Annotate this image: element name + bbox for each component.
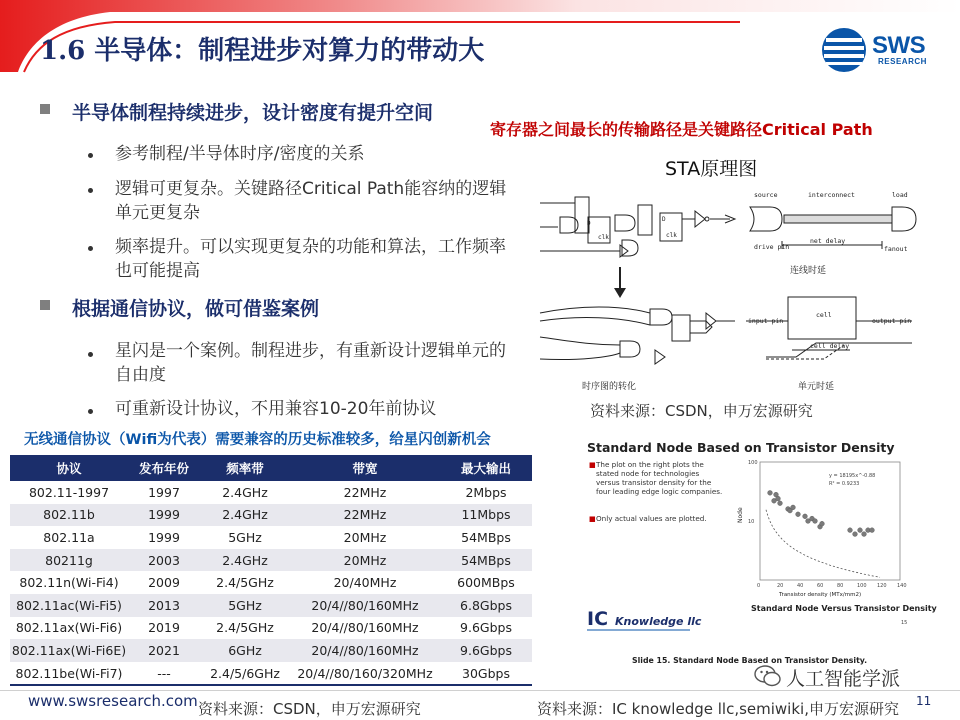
table-cell: 6GHz [200,639,290,662]
page-title: 1.6 半导体：制程进步对算力的带动大 [40,36,485,66]
scatter-point [853,532,858,537]
interconnect-label: interconnect [808,191,855,199]
x-tick-label: 120 [877,583,887,589]
table-cell: 80211g [10,549,128,572]
ic-logo [587,608,608,630]
sws-logo-icon [820,26,868,74]
chart-r2: R² = 0.9233 [829,481,860,487]
table-row [10,504,532,527]
table-row [10,617,532,640]
sta-diagram-svg [520,145,920,393]
unit-delay-caption: 单元时延 [798,382,835,392]
table-cell: 20/4//80/160MHz [311,620,419,636]
table-cell: 802.11ax(Wi-Fi6E) [10,639,128,662]
table-cell: 20/40MHz [333,575,397,591]
table-cell: 20/4//80/160MHz [290,639,440,662]
scatter-point [768,490,773,495]
footer-website-link[interactable]: www.swsresearch.com [28,692,198,710]
critical-path-heading: 寄存器之间最长的传输路径是关键路径Critical Path [490,120,873,139]
table-row [10,481,532,504]
table-cell: 1997 [148,484,180,500]
table-cell: 2003 [128,549,200,572]
table-cell: 2.4GHz [200,504,290,527]
scatter-point [862,532,867,537]
arrow-head-icon [614,288,626,298]
logo-subtext: RESEARCH [878,57,927,66]
x-tick-label: 140 [897,583,907,589]
chart-bullets [589,460,722,523]
x-tick-label: 100 [857,583,867,589]
ff-label-d: D [587,220,591,227]
table-cell: 30Gbps [462,665,510,681]
ic-logo-rest: Knowledge llc [615,615,702,628]
table-cell: 1999 [128,504,200,527]
density-chart-svg [565,425,945,675]
ic-knowledge-slide [565,425,945,675]
ff-label-d2: D [662,216,666,223]
ff-label-clk: clk [598,234,609,241]
table-cell: 20MHz [290,549,440,572]
scatter-point [870,528,875,533]
chart-bullet-line [595,460,722,496]
x-tick-label: 0 [757,583,761,589]
chart-title: Standard Node Based on Transistor Density [587,440,895,455]
table-cell: 2.4GHz [200,549,290,572]
x-tick-label: 60 [817,583,824,589]
trend-line [766,510,880,578]
slide-caption: Slide 15. Standard Node Based on Transistor Density. [632,656,868,665]
output-pin-label: output pin [872,317,912,325]
table-header-row [10,455,532,481]
table-cell: 802.11a [43,529,95,545]
source-note-csdn: 资料来源：CSDN，申万宏源研究 [590,402,813,420]
chart-bullet-text-2: Only actual values are plotted. [596,514,707,523]
table-bottom-rule [10,684,532,686]
table-cell: 5GHz [200,594,290,617]
bullet-text: 参考制程/半导体时序/密度的关系 [115,144,365,164]
footer-source-right: 资料来源：IC knowledge llc,semiwiki,申万宏源研究 [537,700,899,718]
scatter-point [848,528,853,533]
wire-delay-caption: 连线时延 [790,266,827,276]
table-row [10,571,532,594]
table-cell: 802.11b [10,504,128,527]
table-cell: 2Mbps [465,484,507,500]
section-heading-1: 半导体制程持续进步，设计密度有提升空间 [72,102,434,124]
bullet-dot [88,352,93,357]
table-cell: 802.11ax(Wi-Fi6) [15,620,123,636]
x-tick-label: 40 [797,583,804,589]
input-pin-label: input pin [748,317,784,325]
chart-bullet-line: The plot on the right plots the [596,460,704,469]
scatter-point [813,519,818,524]
scatter-point [803,514,808,519]
table-cell: 2.4/5/6GHz [210,665,280,681]
watermark-text: 人工智能学派 [786,668,901,690]
chart-bullet-line: versus transistor density for the [596,478,712,487]
bullet-dot [88,188,93,193]
table-row [10,639,532,662]
table-cell: 1999 [148,529,180,545]
bullet-dot [88,153,93,158]
table-row [10,662,532,685]
table-cell: 20MHz [343,529,387,545]
net-delay-label: net delay [810,237,846,245]
table-row [10,526,532,549]
table-cell: --- [157,665,171,681]
scatter-point [791,505,796,510]
load-label: load [892,191,908,199]
chart-caption: Standard Node Versus Transistor Density [751,604,937,613]
chart-xlabel: Transistor density (MTx/mm2) [779,592,862,598]
table-cell: 2013 [128,594,200,617]
table-cell: 2019 [148,620,180,636]
cell-label: cell [816,311,832,319]
logic-circuit-bottom [540,307,735,364]
fanout-label: fanout [884,245,908,253]
bullet-dot [88,246,93,251]
cell-delay-label: cell delay [810,342,850,350]
column-header: 带宽 [290,455,440,481]
plot-frame [760,462,900,580]
plot-marks [748,460,907,589]
table-row [10,594,532,617]
scatter-point [858,528,863,533]
bullet-mark: ■ [589,460,596,469]
logo-text: SWS [872,32,926,59]
bullet-mark: ■ [589,514,596,523]
sta-diagram [520,145,920,393]
table-cell: 6.8Gbps [440,594,532,617]
column-header: 发布年份 [128,455,200,481]
table-cell: 9.6Gbps [440,639,532,662]
table-cell: 2009 [148,575,180,591]
table-cell: 9.6Gbps [460,620,512,636]
table-cell: 20/4//80/160/320MHz [297,665,433,681]
y-tick-label: 10 [748,519,755,525]
section-heading-2: 根据通信协议，做可借鉴案例 [72,298,320,320]
chart-bullet-line: four leading edge logic companies. [596,487,723,496]
ic-logo-ic: IC [587,608,609,630]
table-cell: 54MBps [461,529,511,545]
column-header: 协议 [10,455,128,481]
table-cell: 600MBps [457,575,515,591]
x-tick-label: 20 [777,583,784,589]
bullet-text: 可重新设计协议，不用兼容10-20年前协议 [115,399,437,419]
bullet-dot [88,409,93,414]
scatter-point [820,521,825,526]
chart-bullet-line: stated node for technologies [596,469,700,478]
chart-page-number: 15 [901,620,908,626]
table-cell: 802.11ac(Wi-Fi5) [10,594,128,617]
chart-equation: y = 18195x^-0.88 [829,473,876,479]
column-header: 最大输出 [440,455,532,481]
ff-label-clk2: clk [666,232,677,239]
table-cell: 20/4//80/160MHz [290,594,440,617]
bullet-text: 频率提升。可以实现更复杂的功能和算法，工作频率也可能提高 [115,237,506,281]
section-marker [40,300,50,310]
x-tick-label: 80 [837,583,844,589]
wifi-protocol-table [10,455,532,684]
table-row [10,549,532,572]
section-marker [40,104,50,114]
timing-caption: 时序图的转化 [582,382,637,392]
wechat-icon [754,664,782,688]
column-header: 频率带 [200,455,290,481]
drive-pin-label: drive pin [754,243,790,251]
source-label: source [754,191,778,199]
sta-title: STA原理图 [665,158,758,180]
table-cell: 54MBps [440,549,532,572]
table-cell: 11Mbps [440,504,532,527]
table-cell: 2.4/5GHz [216,620,274,636]
table-cell: 5GHz [228,529,262,545]
table-cell: 2.4/5GHz [216,575,274,591]
logic-circuit-top [540,197,735,257]
table-cell: 2.4GHz [222,484,268,500]
scatter-point [776,496,781,501]
bullet-text: 逻辑可更复杂。关键路径Critical Path能容纳的逻辑单元更复杂 [115,179,507,223]
table-cell: 22MHz [290,504,440,527]
scatter-point [796,512,801,517]
table-cell: 802.11n(Wi-Fi4) [19,575,119,591]
table-heading: 无线通信协议（Wifi为代表）需要兼容的历史标准较多，给星闪创新机会 [24,432,491,448]
page-number: 11 [916,694,932,708]
scatter-point [778,501,783,506]
bullet-text: 星闪是一个案例。制程进步，有重新设计逻辑单元的自由度 [115,341,506,385]
footer-source-left: 资料来源：CSDN，申万宏源研究 [198,700,421,718]
table-cell: 802.11be(Wi-Fi7) [15,665,123,681]
chart-ylabel: Node [737,507,744,523]
table-cell: 22MHz [343,484,387,500]
y-tick-label: 100 [748,460,758,466]
table-cell: 802.11-1997 [28,484,110,500]
table-cell: 2021 [128,639,200,662]
